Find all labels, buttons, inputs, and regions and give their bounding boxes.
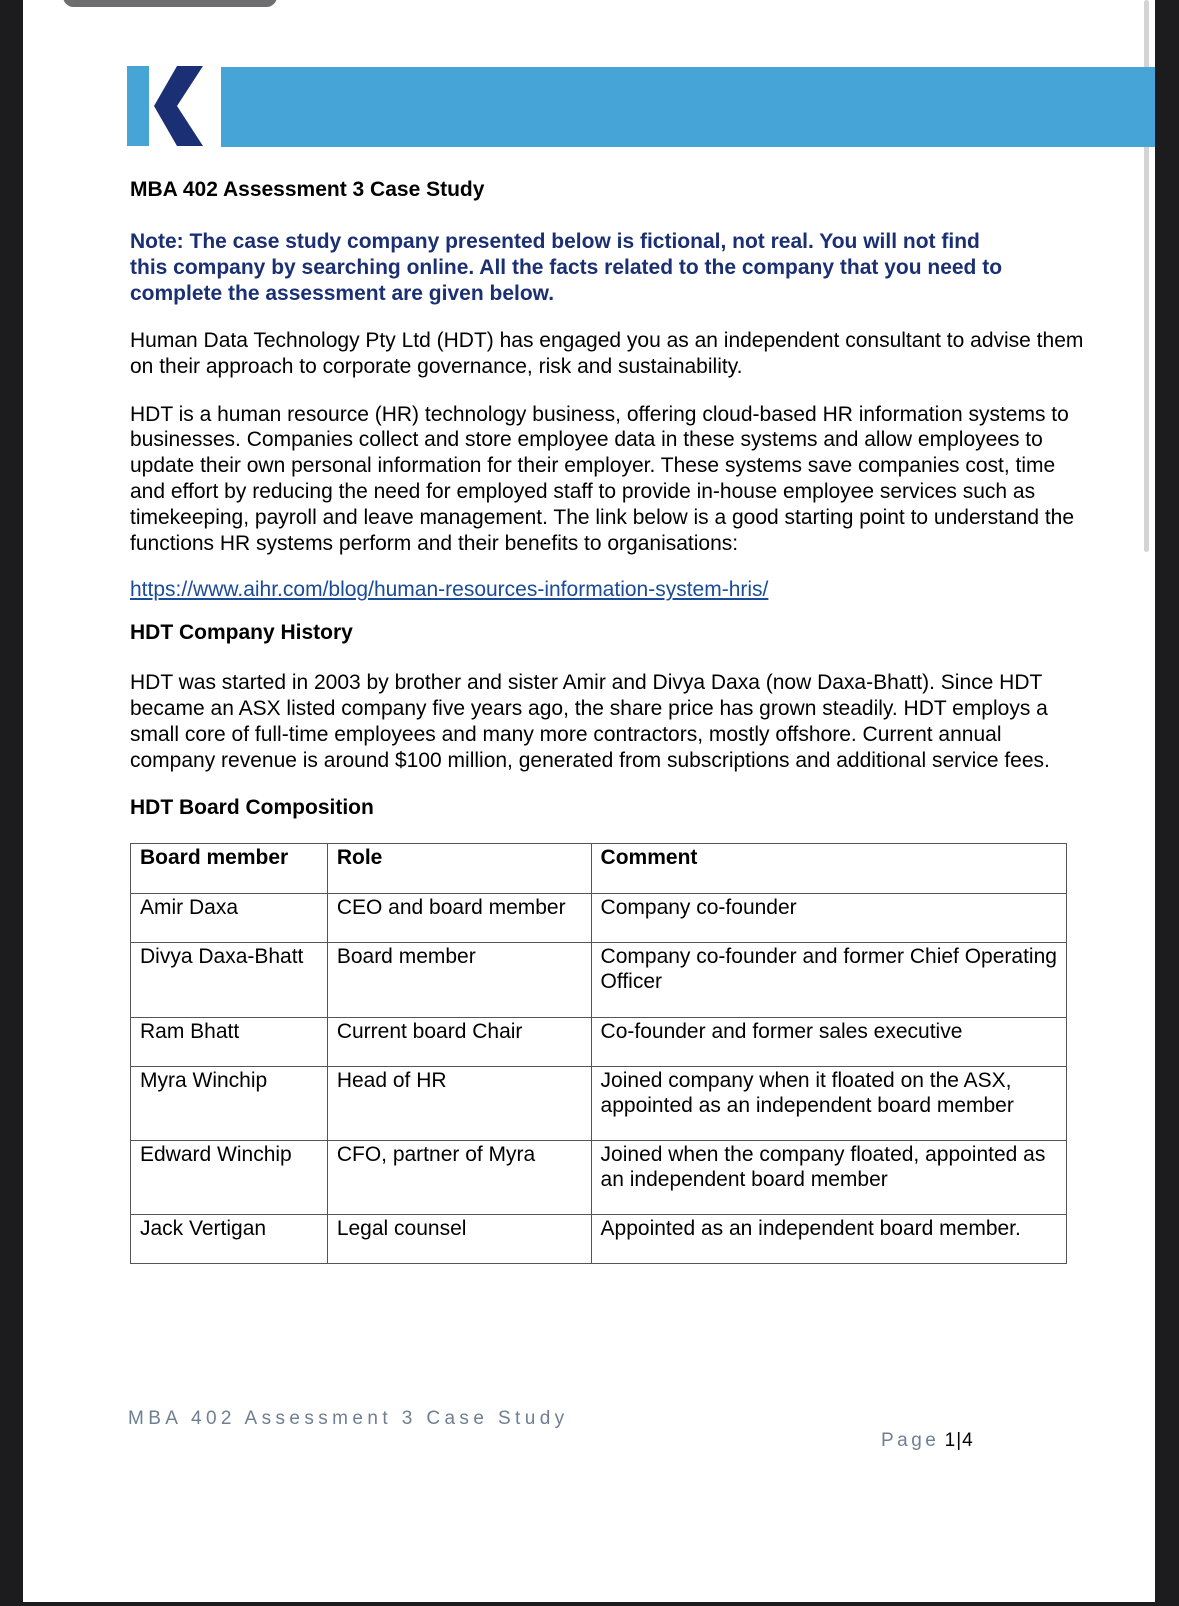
- comment-cell: Company co-founder: [591, 893, 1066, 942]
- comment-cell: Joined when the company floated, appointed as an independent board member: [591, 1140, 1066, 1214]
- history-heading: HDT Company History: [130, 621, 353, 645]
- board-member-cell: Ram Bhatt: [131, 1017, 328, 1066]
- disclaimer-note: Note: The case study company presented below is fictional, not real. You will not find this company by searching online. All the facts related to the company that you need to complete the assessment are given below.: [130, 230, 1003, 305]
- header-banner: [221, 67, 1155, 147]
- table-row: [131, 893, 1067, 942]
- table-row: [131, 1066, 1067, 1140]
- description-paragraph: HDT is a human resource (HR) technology business, offering cloud-based HR information systems to businesses. Companies collect and store employee data in these systems and allow employees to update their own personal information for their employer. These systems save companies cost, time and effort by reducing the need for employed staff to provide in-house employee services such as timekeeping, payroll and leave management. The link below is a good starting point to understand the functions HR systems perform and their benefits to organisations:: [130, 402, 1075, 555]
- window-grabber[interactable]: [63, 0, 277, 7]
- comment-cell: Joined company when it floated on the ASX, appointed as an independent board member: [591, 1066, 1066, 1140]
- comment-cell: Company co-founder and former Chief Operating Officer: [591, 942, 1066, 1017]
- table-header-row: [131, 843, 1067, 893]
- role-cell: Legal counsel: [327, 1214, 591, 1263]
- board-member-cell: Edward Winchip: [131, 1140, 328, 1214]
- board-member-cell: Divya Daxa-Bhatt: [131, 942, 328, 1017]
- board-member-cell: Amir Daxa: [131, 893, 328, 942]
- document-title: MBA 402 Assessment 3 Case Study: [130, 178, 485, 201]
- table-row: [131, 1214, 1067, 1263]
- table-row: [131, 1140, 1067, 1214]
- column-header: Comment: [591, 843, 1066, 893]
- role-cell: CEO and board member: [327, 893, 591, 942]
- hris-link[interactable]: https://www.aihr.com/blog/human-resources-information-system-hris/: [130, 578, 769, 602]
- footer-title: MBA 402 Assessment 3 Case Study: [128, 1408, 569, 1429]
- history-paragraph: HDT was started in 2003 by brother and sister Amir and Divya Daxa (now Daxa-Bhatt). Since HDT became an ASX listed company five years ago, the share price has grown steadily. HDT employs a small core of full-time employees and many more contractors, mostly offshore. Current annual company revenue is around $100 million, generated from subscriptions and additional service fees.: [130, 671, 1050, 772]
- intro-paragraph: Human Data Technology Pty Ltd (HDT) has engaged you as an independent consultant to advise them on their approach to corporate governance, risk and sustainability.: [130, 329, 1084, 378]
- column-header: Board member: [131, 843, 328, 893]
- comment-cell: Appointed as an independent board member.: [591, 1214, 1066, 1263]
- board-heading: HDT Board Composition: [130, 795, 374, 819]
- page-label: Page: [881, 1430, 940, 1451]
- role-cell: Board member: [327, 942, 591, 1017]
- table-row: [131, 1017, 1067, 1066]
- document-body: [130, 178, 1090, 1264]
- board-composition-table: [130, 843, 1067, 1264]
- board-member-cell: Myra Winchip: [131, 1066, 328, 1140]
- comment-cell: Co-founder and former sales executive: [591, 1017, 1066, 1066]
- board-member-cell: Jack Vertigan: [131, 1214, 328, 1263]
- page-indicator: [881, 1430, 974, 1452]
- role-cell: Head of HR: [327, 1066, 591, 1140]
- role-cell: Current board Chair: [327, 1017, 591, 1066]
- document-page: [23, 0, 1155, 1602]
- page-number: 1|4: [944, 1430, 974, 1451]
- column-header: Role: [327, 843, 591, 893]
- k-logo-icon: [127, 66, 217, 146]
- table-row: [131, 942, 1067, 1017]
- role-cell: CFO, partner of Myra: [327, 1140, 591, 1214]
